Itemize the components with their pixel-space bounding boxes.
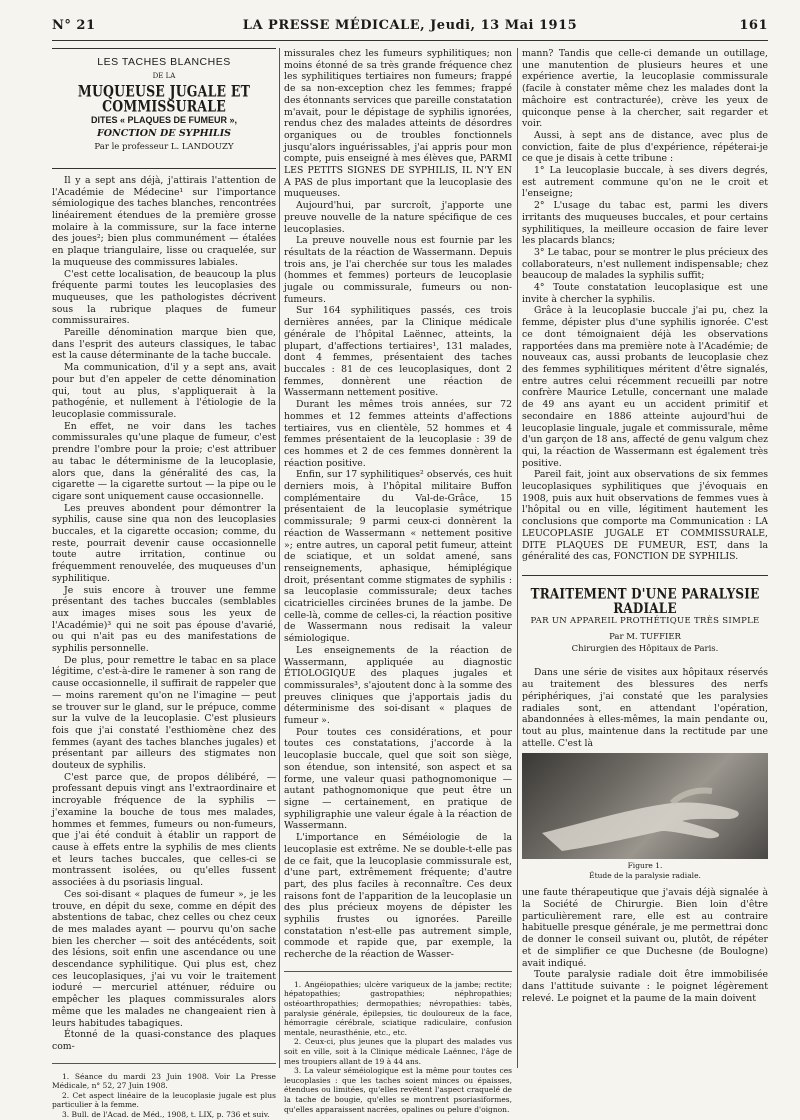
figure-caption: Étude de la paralysie radiale. <box>589 871 701 881</box>
footnote: 2. Ceux-ci, plus jeunes que la plupart des malades vus soit en ville, soit à la Clinique médicale Laënnec, l'âge de mes troupiers allant de 19 à 44 ans. <box>284 1037 512 1066</box>
page-number: 161 <box>739 18 768 33</box>
footnote: 1. Angéiopathies; ulcère variqueux de la jambe; rectite; hépatopathies; gastropathies; néphropathies; ostéoarthropathies; dermopathies; névropathies: tabès, paralysie générale, épilepsies, tic douloureux de la face, hémorragie cérébrale, sciatique radiculaire, confusion mentale, neurasthénie, etc., etc. <box>284 979 512 1037</box>
paragraph: Étonné de la quasi-constance des plaques com- <box>52 1029 276 1052</box>
column-2 <box>284 48 512 1114</box>
article-2-affiliation: Chirurgien des Hôpitaux de Paris. <box>571 643 719 654</box>
journal-title: LA PRESSE MÉDICALE, Jeudi, 13 Mai 1915 <box>242 18 578 33</box>
column-divider <box>517 48 518 1068</box>
paragraph: Durant les mêmes trois années, sur 72 hommes et 12 femmes atteints d'affections tertiaires, vus en clientèle, 52 hommes et 4 femmes présentaient de la leucoplasie : 39 de ces hommes et 2 de ces femmes donnèrent la réaction positive. <box>284 399 512 469</box>
article-1-title-line-3: MUQUEUSE JUGALE ET COMMISSURALE <box>77 81 251 116</box>
paragraph: Toute paralysie radiale doit être immobilisée dans l'attitude suivante : le poignet légèrement relevé. Le poignet et la paume de la main doivent <box>522 969 768 1004</box>
paragraph: Dans une série de visites aux hôpitaux réservés au traitement des blessures des nerfs périphériques, j'ai constaté que les paralysies radiales sont, en attendant l'opération, abandonnées à elles-mêmes, la main pendante ou, tout au plus, maintenue dans la rectitude par une attelle. C'est là <box>522 667 768 749</box>
footnote: 1. Séance du mardi 23 Juin 1908. Voir La Presse Médicale, n° 52, 27 Juin 1908. <box>52 1071 276 1091</box>
article-2-title-block <box>522 575 768 668</box>
column-3 <box>522 48 768 1072</box>
article-2-byline: Par M. TUFFIER <box>609 632 681 643</box>
figure-hand-photo <box>522 753 768 859</box>
paragraph: une faute thérapeutique que j'avais déjà signalée à la Société de Chirurgie. Bien loin d'être particulièrement rare, elle est au contraire habituelle presque générale, je me permettrai donc de donner le conseil suivant ou, plutôt, de répéter et de simplifier ce que Duchesne (de Boulogne) avait indiqué. <box>522 887 768 969</box>
footnote: 3. La valeur séméiologique est la même pour toutes ces leucoplasies : que les taches soient minces ou épaisses, étendues ou limitées, qu'elles revêtent l'aspect craquelé de la tache de bougie, qu'elles se montrent psoriasiformes, qu'elles apparaissent nacrées, opalines ou pelure d'oignon. <box>284 1066 512 1114</box>
footnote: 2. Cet aspect linéaire de la leucoplasie jugale est plus particulier à la femme. <box>52 1090 276 1110</box>
article-2-title: TRAITEMENT D'UNE PARALYSIE RADIALE <box>530 585 760 617</box>
paragraph: Pareil fait, joint aux observations de six femmes leucoplasiques syphilitiques que j'évoquais en 1908, puis aux huit observations de femmes vues à l'hôpital ou en ville, légitiment hautement les conclusions que comporte ma Communication : LA LEUCOPLASIE JUGALE ET COMMISSURALE, DITE PLAQUES DE FUMEUR, EST, dans la généralité des cas, FONCTION DE SYPHILIS. <box>522 469 768 563</box>
list-item: 1° La leucoplasie buccale, à ses divers degrés, est autrement commune qu'on ne le croit et l'enseigne; <box>522 165 768 200</box>
article-1-title-line-5: FONCTION DE SYPHILIS <box>96 127 232 139</box>
issue-number: N° 21 <box>52 18 96 33</box>
paragraph: Pour toutes ces considérations, et pour toutes ces constatations, j'accorde à la leucoplasie buccale, quel que soit son siège, son étendue, son intensité, son aspect et sa forme, une valeur quasi pathognomonique — autant pathognomonique que peut être un signe — certainement, en pratique de syphiligraphie une valeur égale à la réaction de Wassermann. <box>284 726 512 832</box>
hand-image <box>522 753 768 859</box>
list-item: 2° L'usage du tabac est, parmi les divers irritants des muqueuses buccales, et pour certains syphilitiques, la meilleure occasion de faire lever les placards blancs; <box>522 200 768 247</box>
footnote-rule <box>284 971 512 972</box>
footnote: 3. Bull. de l'Acad. de Méd., 1908, t. LIX, p. 736 et suiv. <box>62 1110 270 1120</box>
figure-label: Figure 1. <box>627 861 663 871</box>
paragraph: C'est cette localisation, de beaucoup la plus fréquente parmi toutes les leucoplasies des muqueuses, que les pathologistes décrivent sous la rubrique plaques de fumeur commissuraires. <box>52 268 276 327</box>
footnotes <box>52 1072 276 1120</box>
paragraph: mann? Tandis que celle-ci demande un outillage, une manutention de plusieurs heures et une expérience avertie, la leucoplasie commissurale (facile à constater même chez les malades dont la mâchoire est contracturée), crève les yeux de quiconque pense à la chercher, sait regarder et voir. <box>522 48 768 130</box>
article-2-subtitle: PAR UN APPAREIL PROTHÉTIQUE TRÈS SIMPLE <box>530 616 760 627</box>
footnotes <box>284 980 512 1114</box>
paragraph: Je suis encore à trouver une femme présentant des taches buccales (semblables aux images mises sous les yeux de l'Académie)³ qui ne soit pas épouse d'avarié, ou qui n'ait pas eu des manifestations de syphilis personnelle. <box>52 584 276 655</box>
paragraph: En effet, ne voir dans les taches commissurales qu'une plaque de fumeur, c'est prendre l'ombre pour la proie; c'est attribuer au tabac le déterminisme de la leucoplasie, alors que, dans la généralité des cas, la cigarette — la cigarette surtout — la pipe ou le cigare sont uniquement cause occasionnelle. <box>52 420 276 502</box>
paragraph: Ces soi-disant « plaques de fumeur », je les trouve, en dépit du sexe, comme en dépit des abstentions de tabac, chez celles ou chez ceux de mes malades ayant — pourvu qu'on sache bien les chercher — soit des antécédents, soit des lésions, soit enfin une ascendance ou une descendance syphilitique. Qui plus est, chez ces leucoplasiques, j'ai vu voir le traitement ioduré — mercuriel atténuer, réduire ou empêcher les plaques commissurales alors même que les malades ne changeaient rien à leurs habitudes tabagiques. <box>52 888 276 1029</box>
paragraph: Les preuves abondent pour démontrer la syphilis, cause sine qua non des leucoplasies buccales, et la cigarette occasion; comme, du reste, pourrait devenir cause occasionnelle toute autre irritation, continue ou fréquemment renouvelée, des muqueuses d'un syphilitique. <box>52 502 276 584</box>
paragraph: De plus, pour remettre le tabac en sa place légitime, c'est-à-dire le ramener à son rang de cause occasionnelle, il suffirait de rappeler que — moins rarement qu'on ne l'imagine — peut se trouver sur le gland, sur le prépuce, comme sur la vulve de la leucoplasie. C'est plusieurs fois que j'ai constaté l'esthiomène chez des femmes (ayant des taches blanches jugales) et présentant par ailleurs des stigmates non douteux de syphilis. <box>52 654 276 772</box>
paragraph: Pareille dénomination marque bien que, dans l'esprit des auteurs classiques, le tabac est la cause déterminante de la tache buccale. <box>52 327 276 362</box>
paragraph: Les enseignements de la réaction de Wassermann, appliquée au diagnostic ÉTIOLOGIQUE des plaques jugales et commissurales³, s'ajoutent donc à la somme des preuves cliniques que j'apportais jadis du déterminisme des soi-disant « plaques de fumeur ». <box>284 644 512 727</box>
running-header <box>52 18 768 38</box>
paragraph: Sur 164 syphilitiques passés, ces trois dernières années, par la Clinique médicale générale de l'hôpital Laënnec, atteints, la plupart, d'affections tertiaires¹, 131 malades, dont 4 femmes, présentaient des taches buccales : 81 de ces leucoplasiques, dont 2 femmes, donnèrent une réaction de Wassermann nettement positive. <box>284 305 512 399</box>
article-1-title-line-2: DE LA <box>152 71 176 80</box>
header-rule <box>52 40 768 41</box>
article-1-byline: Par le professeur L. LANDOUZY <box>94 142 234 153</box>
paragraph: Il y a sept ans déjà, j'attirais l'attention de l'Académie de Médecine¹ sur l'importance sémiologique des taches blanches, rencontrées linéairement étendues de la première grosse molaire à la commissure, sur la face interne des joues²; bien plus communément — étalées en plaque triangulaire, lisse ou craquelée, sur la muqueuse des commissures labiales. <box>52 174 276 268</box>
paragraph: Enfin, sur 17 syphilitiques² observés, ces huit derniers mois, à l'hôpital militaire Buffon complémentaire du Val-de-Grâce, 15 présentaient de la leucoplasie symétrique commissurale; 9 parmi ceux-ci donnèrent la réaction de Wassermann « nettement positive »; entre autres, un caporal petit fumeur, atteint de sciatique, et un soldat amené, sans renseignements, aphasique, hémiplégique droit, présentant comme stigmates de syphilis : sa leucoplasie commissurale; deux taches cicatricielles circinées brunes de la jambe. De celle-là, comme de celles-ci, la réaction positive de Wassermann nous redisait la valeur sémiologique. <box>284 469 512 645</box>
paragraph: missurales chez les fumeurs syphilitiques; non moins étonné de sa très grande fréquence chez les syphilitiques tertiaires non fumeurs; frappé de sa non-exception chez les femmes; frappé des étonnants services que pareille constatation m'avait, pour le dépistage de syphilis ignorées, rendus chez des malades atteints de désordres organiques ou de troubles fonctionnels jusqu'alors inguérissables, j'ai appris pour mon compte, puis enseigné à mes élèves que, PARMI LES PETITS SIGNES DE SYPHILIS, IL N'Y EN A PAS de plus important que la leucoplasie des muqueuses. <box>284 48 512 200</box>
article-1-title-block <box>52 48 276 169</box>
paragraph: La preuve nouvelle nous est fournie par les résultats de la réaction de Wassermann. Depuis trois ans, je l'ai cherchée sur tous les malades (hommes et femmes) porteurs de leucoplasie jugale ou commissurale, fumeurs ou non-fumeurs. <box>284 235 512 305</box>
column-1 <box>52 48 276 1120</box>
paragraph: Ma communication, d'il y a sept ans, avait pour but d'en appeler de cette dénomination qui, tout au plus, s'appliquerait à la pathogénie, et nullement à l'étiologie de la leucoplasie commissurale. <box>52 362 276 420</box>
paragraph: Aujourd'hui, par surcroît, j'apporte une preuve nouvelle de la nature spécifique de ces leucoplasies. <box>284 200 512 235</box>
paragraph: L'importance en Séméiologie de la leucoplasie est extrême. Ne se double-t-elle pas de ce fait, que la leucoplasie commissurale est, d'une part, extrêmement fréquente; d'autre part, des plus faciles à reconnaître. Ces deux raisons font de l'apparition de la leucoplasie un des plus précieux moyens de dépister les syphilis frustes ou ignorées. Pareille constatation n'est-elle pas autrement simple, commode et rapide que, par exemple, la recherche de la réaction de Wasser- <box>284 832 512 961</box>
footnote-rule <box>52 1063 276 1064</box>
paragraph: Aussi, à sept ans de distance, avec plus de conviction, faite de plus d'expérience, répéterai-je ce que je disais à cette tribune : <box>522 129 768 165</box>
article-1-title-line-4: DITES « PLAQUES DE FUMEUR », <box>90 114 238 125</box>
list-item: 3° Le tabac, pour se montrer le plus précieux des collaborateurs, n'est nullement indispensable; chez beaucoup de malades la syphilis suffit; <box>522 246 768 282</box>
paragraph: Grâce à la leucoplasie buccale j'ai pu, chez la femme, dépister plus d'une syphilis ignorée. C'est ce dont témoignaient déjà les observations rapportées dans ma première note à l'Académie; de nouveaux cas, aussi probants de leucoplasie chez des femmes syphilitiques méritent d'être signalés, entre autres celui récemment recueilli par notre confrère Maurice Letulle, concernant une malade de 49 ans ayant eu un accident primitif et secondaire en 1886 atteinte aujourd'hui de leucoplasie linguale, jugale et commissurale, même d'un garçon de 18 ans, affecté de genu valgum chez qui, la réaction de Wassermann est également très positive. <box>522 305 768 469</box>
column-divider <box>279 48 280 1068</box>
list-item: 4° Toute constatation leucoplasique est une invite à chercher la syphilis. <box>522 282 768 305</box>
article-1-title-line-1: LES TACHES BLANCHES <box>97 56 231 68</box>
paragraph: C'est parce que, de propos délibéré, — professant depuis vingt ans l'extraordinaire et incroyable fréquence de la syphilis — j'examine la bouche de tous mes malades, hommes et femmes, fumeurs ou non-fumeurs, que j'ai été conduit à établir un rapport de cause à effets entre la syphilis de mes clients et leurs taches buccales, que celles-ci se montrassent isolées, ou qu'elles fussent associées à du psoriasis lingual. <box>52 771 276 889</box>
